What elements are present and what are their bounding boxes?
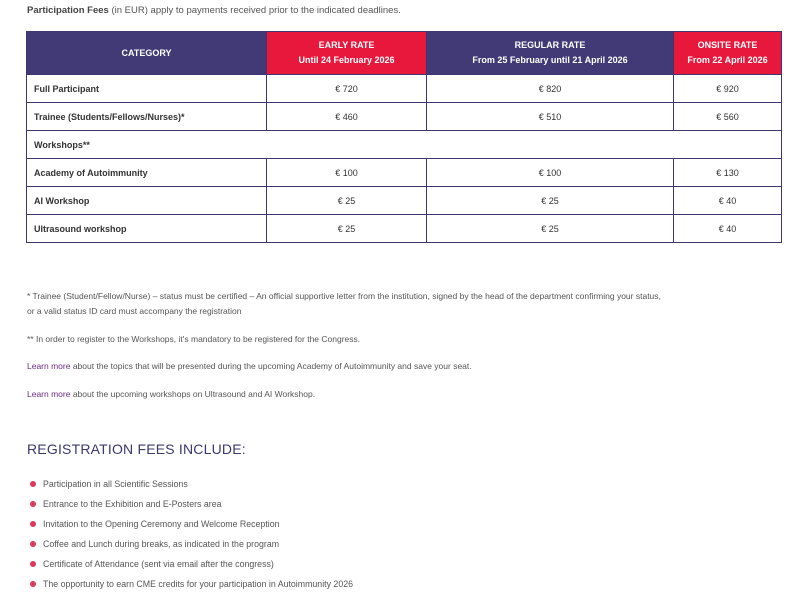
learn-more-workshops-link[interactable]: Learn more — [27, 389, 71, 399]
onsite-rate-deadline: From 22 April 2026 — [687, 55, 768, 65]
header-onsite-rate — [674, 32, 782, 75]
table-row — [27, 103, 782, 131]
list-item-text: Coffee and Lunch during breaks, as indicated in the program — [43, 539, 280, 549]
table-section-row — [27, 131, 782, 159]
header-early-rate — [267, 32, 427, 75]
list-item — [30, 474, 353, 494]
onsite-price: € 40 — [674, 187, 782, 215]
table-row — [27, 75, 782, 103]
includes-list — [30, 474, 353, 594]
regular-price: € 820 — [427, 75, 674, 103]
early-price: € 25 — [267, 187, 427, 215]
onsite-price: € 130 — [674, 159, 782, 187]
list-item-text: Certificate of Attendance (sent via email after the congress) — [43, 559, 274, 569]
intro-bold: Participation Fees — [27, 5, 109, 16]
list-item — [30, 514, 353, 534]
fees-table — [26, 31, 782, 243]
early-rate-title: EARLY RATE — [318, 40, 375, 50]
bullet-icon — [30, 481, 36, 487]
fees-intro — [27, 5, 401, 16]
trainee-note — [27, 289, 661, 319]
bullet-icon — [30, 501, 36, 507]
table-row — [27, 159, 782, 187]
row-category: Full Participant — [27, 75, 267, 103]
early-price: € 720 — [267, 75, 427, 103]
bullet-icon — [30, 581, 36, 587]
academy-learn-more-text: about the topics that will be presented during the upcoming Academy of Autoimmunity and save your seat. — [70, 361, 472, 371]
early-rate-deadline: Until 24 February 2026 — [298, 55, 395, 65]
regular-rate-title: REGULAR RATE — [514, 40, 586, 50]
early-price: € 460 — [267, 103, 427, 131]
academy-learn-more — [27, 359, 472, 374]
header-regular-rate — [427, 32, 674, 75]
list-item-text: Entrance to the Exhibition and E-Posters area — [43, 499, 222, 509]
list-item — [30, 534, 353, 554]
section-workshops: Workshops** — [27, 131, 782, 159]
intro-text: (in EUR) apply to payments received prior to the indicated deadlines. — [108, 5, 401, 16]
early-price: € 100 — [267, 159, 427, 187]
onsite-price: € 920 — [674, 75, 782, 103]
header-category: CATEGORY — [27, 32, 267, 75]
onsite-price: € 560 — [674, 103, 782, 131]
trainee-note-line2: or a valid status ID card must accompany the registration — [27, 306, 242, 316]
regular-price: € 25 — [427, 215, 674, 243]
regular-rate-deadline: From 25 February until 21 April 2026 — [472, 55, 628, 65]
regular-price: € 510 — [427, 103, 674, 131]
list-item — [30, 494, 353, 514]
row-category: AI Workshop — [27, 187, 267, 215]
table-row — [27, 187, 782, 215]
table-header-row — [27, 32, 782, 75]
workshops-learn-more — [27, 387, 315, 402]
row-category: Trainee (Students/Fellows/Nurses)* — [27, 103, 267, 131]
regular-price: € 25 — [427, 187, 674, 215]
row-category: Ultrasound workshop — [27, 215, 267, 243]
list-item — [30, 574, 353, 594]
list-item-text: Participation in all Scientific Sessions — [43, 479, 188, 489]
trainee-note-line1: * Trainee (Student/Fellow/Nurse) – status must be certified – An official supportive letter from the institution, signed by the head of the department confirming your status, — [27, 291, 661, 301]
early-price: € 25 — [267, 215, 427, 243]
learn-more-academy-link[interactable]: Learn more — [27, 361, 71, 371]
row-category: Academy of Autoimmunity — [27, 159, 267, 187]
onsite-rate-title: ONSITE RATE — [697, 40, 758, 50]
list-item-text: Invitation to the Opening Ceremony and Welcome Reception — [43, 519, 280, 529]
bullet-icon — [30, 561, 36, 567]
bullet-icon — [30, 541, 36, 547]
onsite-price: € 40 — [674, 215, 782, 243]
list-item — [30, 554, 353, 574]
list-item-text: The opportunity to earn CME credits for your participation in Autoimmunity 2026 — [43, 579, 353, 589]
includes-heading: REGISTRATION FEES INCLUDE: — [27, 441, 246, 457]
workshops-note: ** In order to register to the Workshops, it's mandatory to be registered for the Congress. — [27, 334, 361, 344]
regular-price: € 100 — [427, 159, 674, 187]
workshops-learn-more-text: about the upcoming workshops on Ultrasound and AI Workshop. — [70, 389, 316, 399]
bullet-icon — [30, 521, 36, 527]
table-row — [27, 215, 782, 243]
